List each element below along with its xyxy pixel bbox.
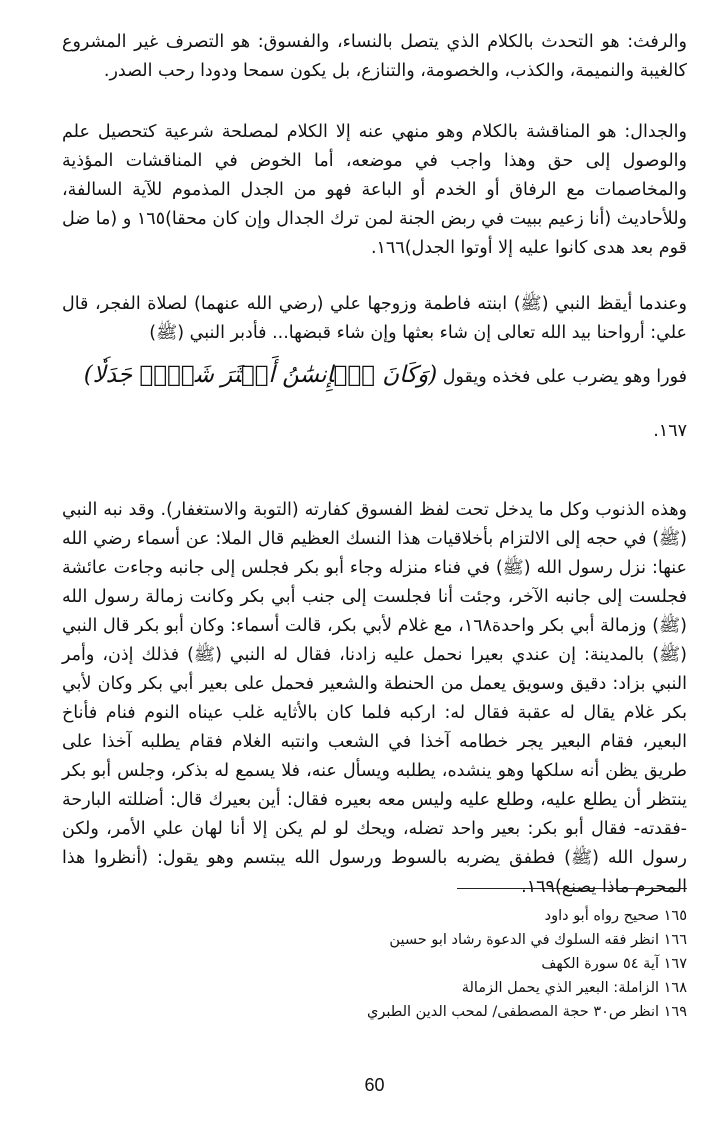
footnote-169: ١٦٩ انظر ص٣٠ حجة المصطفى/ لمحب الدين الطبري <box>366 1004 687 1020</box>
page-number: 60 <box>364 1075 385 1095</box>
paragraph-sins-story: وهذه الذنوب وكل ما يدخل تحت لفظ الفسوق كفارته (التوبة والاستغفار). وقد نبه النبي (ﷺ) في حجه إلى الالتزام بأخلاقيات هذا النسك العظيم قال الملا: عن أسماء رضي الله عنها: نزل رسول الله (ﷺ) في فناء منزله وجاء أبو بكر فجلس إلى جانبه وجاءت عائشة فجلست إلى جانبه الآخر، وجئت أنا فجلست إلى جنب أبي بكر وكانت زمالة رسول الله (ﷺ) وزمالة أبي بكر واحدة١٦٨، مع غلام لأبي بكر، قالت أسماء: وكان أبو بكر قال النبي (ﷺ) بالمدينة: إن عندي بعيرا نحمل عليه زادنا، فقال له النبي (ﷺ) فذلك إذن، وأمر النبي بزاد: دقيق وسويق يعمل من الحنطة والشعير فحمل على بعير أبي بكر وكان لأبي بكر غلام يقال له عقبة فقال له: اركبه فلما كان بالأثايه غلب عيناه النوم فنام فأناخ البعير، فقام البعير يجر خطامه آخذا في الشعب وانتبه الغلام فقام يطلبه آخذا على طريق يظن أنه سلكها وهو ينشده، يطلبه ويسأل عنه، فلا يسمع له بذكر، وجلس أبو بكر ينتظر أن يطلع عليه، وطلع عليه وليس معه بعيره فقال: أين بعيرك قال: أضللته البارحة -فقدته- فقال أبو بكر: بعير واحد تضله، ويحك لو لم يكن إلا أنا لهان علي الأمر، ولكن رسول الله (ﷺ) فطفق يضربه بالسوط ورسول الله يبتسم وهو يقول: (أنظروا هذا المحرم ماذا يصنع)١٦٩. <box>62 500 687 897</box>
quran-verse: (وَكَانَ ٱلۡإِنسَٰنُ أَكۡثَرَ شَيۡءٖ جَدَلٗا) <box>83 362 438 388</box>
document-page <box>62 28 687 1122</box>
footnote-165: ١٦٥ صحيح رواه أبو داود <box>544 908 687 924</box>
footnotes-list <box>367 904 687 1024</box>
verse-line <box>62 348 687 458</box>
paragraph-rafath-fusuq: والرفث: هو التحدث بالكلام الذي يتصل بالنساء، والفسوق: هو التصرف غير المشروع كالغيبة والنميمة، والكذب، والخصومة، والتنازع، بل يكون سمحا ودودا رحب الصدر. <box>62 32 687 81</box>
footnote-167: ١٦٧ آية ٥٤ سورة الكهف <box>541 956 687 972</box>
paragraph-fajr-story <box>62 290 687 458</box>
paragraph-jidal: والجدال: هو المناقشة بالكلام وهو منهي عنه إلا الكلام لمصلحة شرعية كتحصيل علم والوصول إلى حق وهذا واجب في موضعه، أما الخوض في المناقشات المؤذية والمخاصمات مع الرفاق أو الخدم أو الباعة فهو من الجدل المذموم للآية السالفة، وللأحاديث (أنا زعيم ببيت في ربض الجنة لمن ترك الجدال وإن كان محقا)١٦٥ و (ما ضل قوم بعد هدى كانوا عليه إلا أوتوا الجدل)١٦٦. <box>62 122 687 258</box>
verse-footnote-ref: ١٦٧. <box>653 421 687 441</box>
footnote-divider <box>457 888 687 889</box>
verse-prefix: فورا وهو يضرب على فخذه ويقول <box>442 367 687 387</box>
footnote-168: ١٦٨ الزاملة: البعير الذي يحمل الزمالة <box>461 980 687 996</box>
paragraph-fajr-text: وعندما أيقظ النبي (ﷺ) ابنته فاطمة وزوجها علي (رضي الله عنهما) لصلاة الفجر، قال علي: أرواحنا بيد الله تعالى إن شاء بعثها وإن شاء قبضها... فأدبر النبي (ﷺ) <box>62 294 687 343</box>
footnote-166: ١٦٦ انظر فقه السلوك في الدعوة رشاد ابو حسين <box>389 932 687 948</box>
